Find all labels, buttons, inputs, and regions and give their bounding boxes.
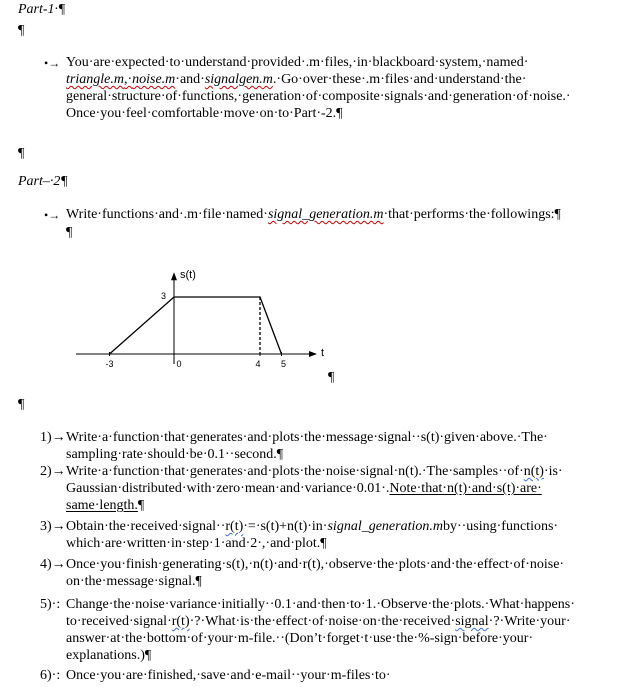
x-tick-label: 4 bbox=[255, 359, 261, 369]
blank-pilcrow: ¶ bbox=[18, 146, 25, 161]
task6-line1: Once·you·are·finished,·save·and·e-mail··your·m-files·to· bbox=[66, 668, 391, 683]
task4-line1: Once·you·finish·generating·s(t),·n(t)·and·r(t),·observe·the·plots·and·the·effect·of·noise· bbox=[66, 557, 565, 572]
part2-heading: Part–·2¶ bbox=[18, 174, 68, 189]
part2-bullet: •→ bbox=[44, 208, 61, 222]
y-axis-label: s(t) bbox=[180, 269, 196, 282]
task4-line2: on·the·message·signal.¶ bbox=[66, 574, 202, 589]
part1-line1: You·are·expected·to·understand·provided·.m·files,·in·blackboard·system,·named· bbox=[66, 55, 529, 70]
task6-number: 6)·: bbox=[40, 668, 61, 683]
y-axis-arrow bbox=[171, 272, 177, 280]
task1-line1: Write·a·function·that·generates·and·plots·the·message·signal··s(t)·given·above.·The· bbox=[66, 430, 548, 445]
x-tick-label: 0 bbox=[176, 359, 182, 369]
x-tick-label: 5 bbox=[280, 359, 287, 369]
part2-pilcrow-indent: ¶ bbox=[66, 225, 73, 240]
file-noise: noise.m bbox=[132, 72, 176, 87]
pilcrow-after-chart: ¶ bbox=[18, 397, 25, 412]
task1-number: 1)→ bbox=[40, 430, 66, 445]
part1-line4: Once·you·feel·comfortable·move·on·to·Part·-2.¶ bbox=[66, 106, 343, 121]
file-triangle: triangle.m bbox=[66, 72, 124, 87]
part1-line3: general·structure·of·functions,·generation·of·composite·signals·and·generation·of·noise.· bbox=[66, 89, 571, 104]
file-signalgen: signalgen.m bbox=[204, 72, 273, 87]
task5-line1: Change·the·noise·variance·initially··0.1·and·then·to·1.·Observe·the·plots.·What·happens· bbox=[66, 597, 575, 612]
task1-line2: sampling·rate·should·be·0.1··second.¶ bbox=[66, 447, 284, 462]
task2-number: 2)→ bbox=[40, 464, 66, 479]
task2-line2: Gaussian·distributed·with·zero·mean·and·variance·0.01·.Note·that·n(t)·and·s(t)·are· bbox=[66, 481, 542, 496]
part1-pilcrow: ¶ bbox=[18, 23, 25, 38]
part1-line2: triangle.m,·noise.m·and·signalgen.m.·Go·over·these·.m·files·and·understand·the· bbox=[66, 72, 527, 87]
task5-line2: to·received·signal·r(t)·?·What·is·the·effect·of·noise·on·the·received·signal·?·Write·your· bbox=[66, 614, 571, 629]
task3-number: 3)→ bbox=[40, 519, 66, 534]
signal-chart bbox=[72, 248, 332, 373]
part1-bullet: •→ bbox=[44, 56, 61, 70]
x-tick-label: -3 bbox=[105, 359, 114, 369]
task3-line1: Obtain·the·received·signal··r(t)·=·s(t)+n(t)·in·signal_generation.mby··using·functions· bbox=[66, 519, 559, 534]
signal-line bbox=[110, 297, 282, 354]
file-signal-generation: signal_generation.m bbox=[267, 207, 384, 222]
chart-trailing-pilcrow: ¶ bbox=[328, 370, 335, 385]
part1-heading: Part-1·¶ bbox=[18, 2, 66, 17]
y-tick-label: 3 bbox=[160, 291, 166, 301]
task5-number: 5)·: bbox=[40, 597, 61, 612]
part2-intro: Write·functions·and·.m·file·named·signal_generation.m·that·performs·the·followings:¶ bbox=[66, 207, 561, 222]
x-axis-label: t bbox=[321, 347, 325, 359]
task5-line3: answer·at·the·bottom·of·your·m-file.··(Don’t·forget·t·use·the·%-sign·before·your· bbox=[66, 631, 534, 646]
task2-line1: Write·a·function·that·generates·and·plots·the·noise·signal·n(t).·The·samples··of·n(t)·is· bbox=[66, 464, 563, 479]
x-axis-arrow bbox=[309, 351, 317, 357]
task5-line4: explanations.)¶ bbox=[66, 648, 152, 663]
task4-number: 4)→ bbox=[40, 557, 66, 572]
task2-line3: same·length.¶ bbox=[66, 498, 145, 513]
task3-line2: which·are·written·in·step·1·and·2·,·and·plot.¶ bbox=[66, 536, 327, 551]
